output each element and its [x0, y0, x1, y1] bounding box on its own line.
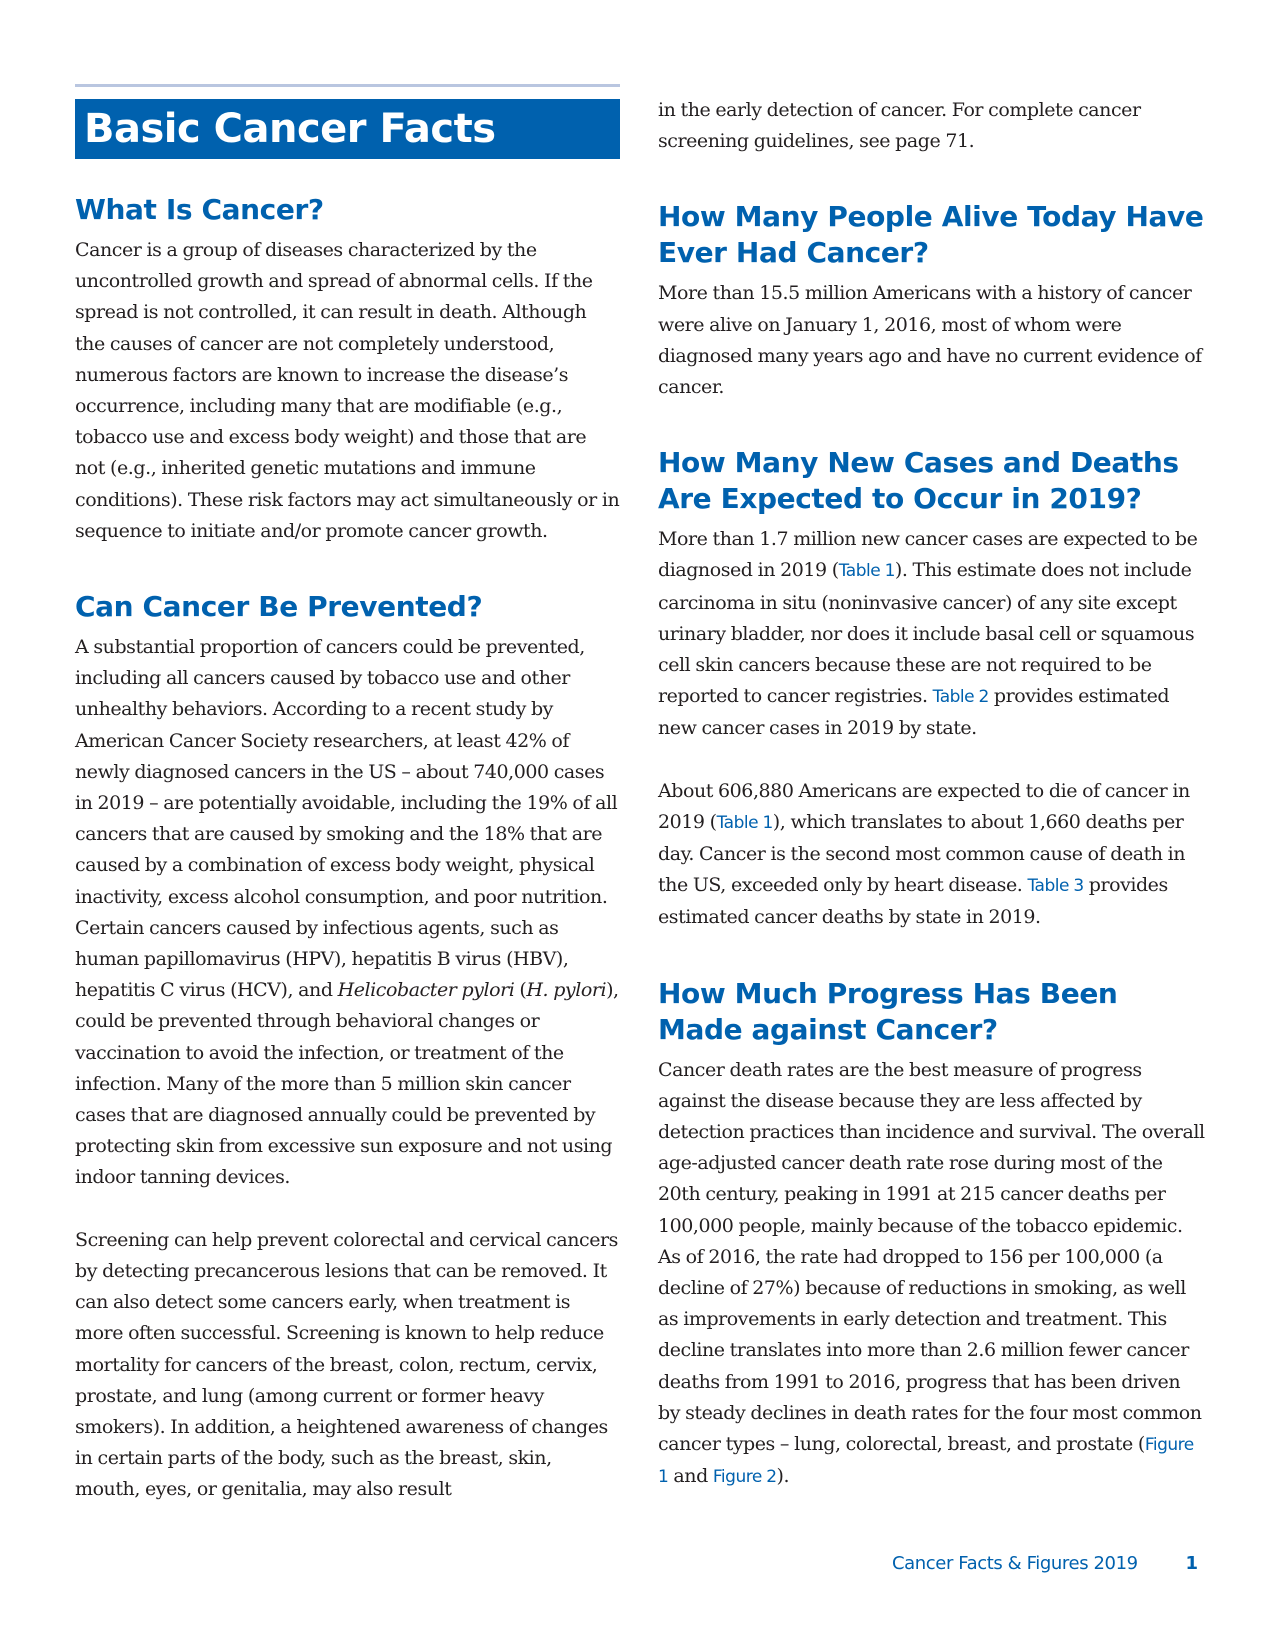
paragraph-progress — [658, 1055, 1206, 1494]
link-figure-2[interactable]: Figure 2 — [712, 1467, 777, 1488]
link-table-1[interactable]: Table 1 — [838, 561, 895, 582]
deaths-text-c: provides estimated cancer deaths by state in 2019. — [658, 874, 1168, 929]
progress-text-c: ). — [776, 1465, 790, 1488]
progress-text-a: Cancer death rates are the best measure of progress against the disease because they are less affected by detection practices than incidence and survival. The overall age-adjusted cancer death rate rose during most of the 20th century, peaking in 1991 at 215 cancer deaths per 100,000 people, mainly because of the tobacco epidemic. As of 2016, the rate had dropped to 156 per 100,000 (a decline of 27%) because of reductions in smoking, as well as improvements in early detection and treatment. This decline translates into more than 2.6 million fewer cancer deaths from 1991 to 2016, progress that has been driven by steady declines in death rates for the four most common cancer types – lung, colorectal, breast, and prostate ( — [658, 1058, 1205, 1456]
footer-publication: Cancer Facts & Figures 2019 — [892, 1553, 1138, 1574]
paragraph-screening: Screening can help prevent colorectal and cervical cancers by detecting precancerous lesions that can be removed. It can also detect some cancers early, when treatment is more often successful. Screening is known to help reduce mortality for cancers of the breast, colon, rectum, cervix, prostate, and lung (among current or former heavy smokers). In addition, a heightened awareness of changes in certain parts of the body, such as the breast, skin, mouth, eyes, or genitalia, may also result — [75, 1228, 618, 1501]
link-table-3[interactable]: Table 3 — [1027, 876, 1084, 897]
link-figure-1[interactable]: Figure 1 — [658, 1435, 1194, 1488]
new-cases-text-a: More than 1.7 million new cancer cases are expected to be diagnosed in 2019 ( — [658, 528, 1198, 582]
heading-can-cancer-be-prevented: Can Cancer Be Prevented? — [75, 590, 483, 624]
prevention-text-b: ( — [514, 979, 527, 1002]
heading-progress: How Much Progress Has Been Made against Cancer? — [658, 976, 1118, 1046]
deaths-text-b: ), which translates to about 1,660 deaths per day. Cancer is the second most common cause of death in the US, exceeded only by heart disease. — [658, 810, 1186, 897]
heading-what-is-cancer: What Is Cancer? — [75, 193, 324, 226]
new-cases-text-b: ). This estimate does not include carcinoma in situ (noninvasive cancer) of any site except urinary bladder, nor does it include basal cell or squamous cell skin cancers because these are not required to be reported to cancer registries. — [658, 559, 1195, 708]
paragraph-deaths — [658, 776, 1206, 934]
paragraph-prevention — [75, 632, 620, 1194]
right-column — [658, 95, 1206, 1494]
page-footer — [760, 1553, 1206, 1579]
progress-text-b: and — [668, 1465, 713, 1488]
paragraph-screening-continued: in the early detection of cancer. For complete cancer screening guidelines, see page 71. — [658, 99, 1141, 153]
paragraph-what-is-cancer: Cancer is a group of diseases characterized by the uncontrolled growth and spread of abnormal cells. If the spread is not controlled, it can result in death. Although the causes of cancer are not completely understood, numerous factors are known to increase the disease’s occurrence, including many that are modifiable (e.g., tobacco use and excess body weight) and those that are not (e.g., inherited genetic mutations and immune conditions). These risk factors may act simultaneously or in sequence to initiate and/or promote cancer growth. — [75, 239, 620, 542]
title-banner — [75, 99, 620, 159]
prevention-italic-abbrev: H. pylori — [526, 979, 607, 1002]
header-rule — [75, 84, 620, 87]
heading-new-cases-deaths: How Many New Cases and Deaths Are Expected to Occur in 2019? — [658, 446, 1179, 516]
paragraph-people-alive: More than 15.5 million Americans with a history of cancer were alive on January 1, 2016, most of whom were diagnosed many years ago and have no current evidence of cancer. — [658, 282, 1202, 399]
paragraph-new-cases — [658, 524, 1206, 744]
prevention-text-a: A substantial proportion of cancers could be prevented, including all cancers caused by tobacco use and other unhealthy behaviors. According to a recent study by American Cancer Society researchers, at least 42% of newly diagnosed cancers in the US – about 740,000 cases in 2019 – are potentially avoidable, including the 19% of all cancers that are caused by smoking and the 18% that are caused by a combination of excess body weight, physical inactivity, excess alcohol consumption, and poor nutrition. Certain cancers caused by infectious agents, such as human papillomavirus (HPV), hepatitis B virus (HBV), hepatitis C virus (HCV), and — [75, 636, 618, 1002]
link-table-1-deaths[interactable]: Table 1 — [716, 812, 773, 833]
prevention-text-c: ), could be prevented through behavioral changes or vaccination to avoid the infection, or treatment of the infection. Many of the more than 5 million skin cancer cases that are diagnosed annually could be prevented by protecting skin from excessive sun exposure and not using indoor tanning devices. — [75, 979, 619, 1189]
deaths-text-a: About 606,880 Americans are expected to die of cancer in 2019 ( — [658, 779, 1190, 833]
heading-people-alive: How Many People Alive Today Have Ever Had Cancer? — [658, 200, 1204, 270]
page-number: 1 — [1185, 1553, 1198, 1574]
prevention-italic-species: Helicobacter pylori — [337, 979, 515, 1002]
link-table-2[interactable]: Table 2 — [932, 687, 989, 708]
new-cases-text-c: provides estimated new cancer cases in 2019 by state. — [658, 685, 1170, 740]
left-column — [75, 192, 620, 1506]
page-title: Basic Cancer Facts — [84, 106, 496, 152]
